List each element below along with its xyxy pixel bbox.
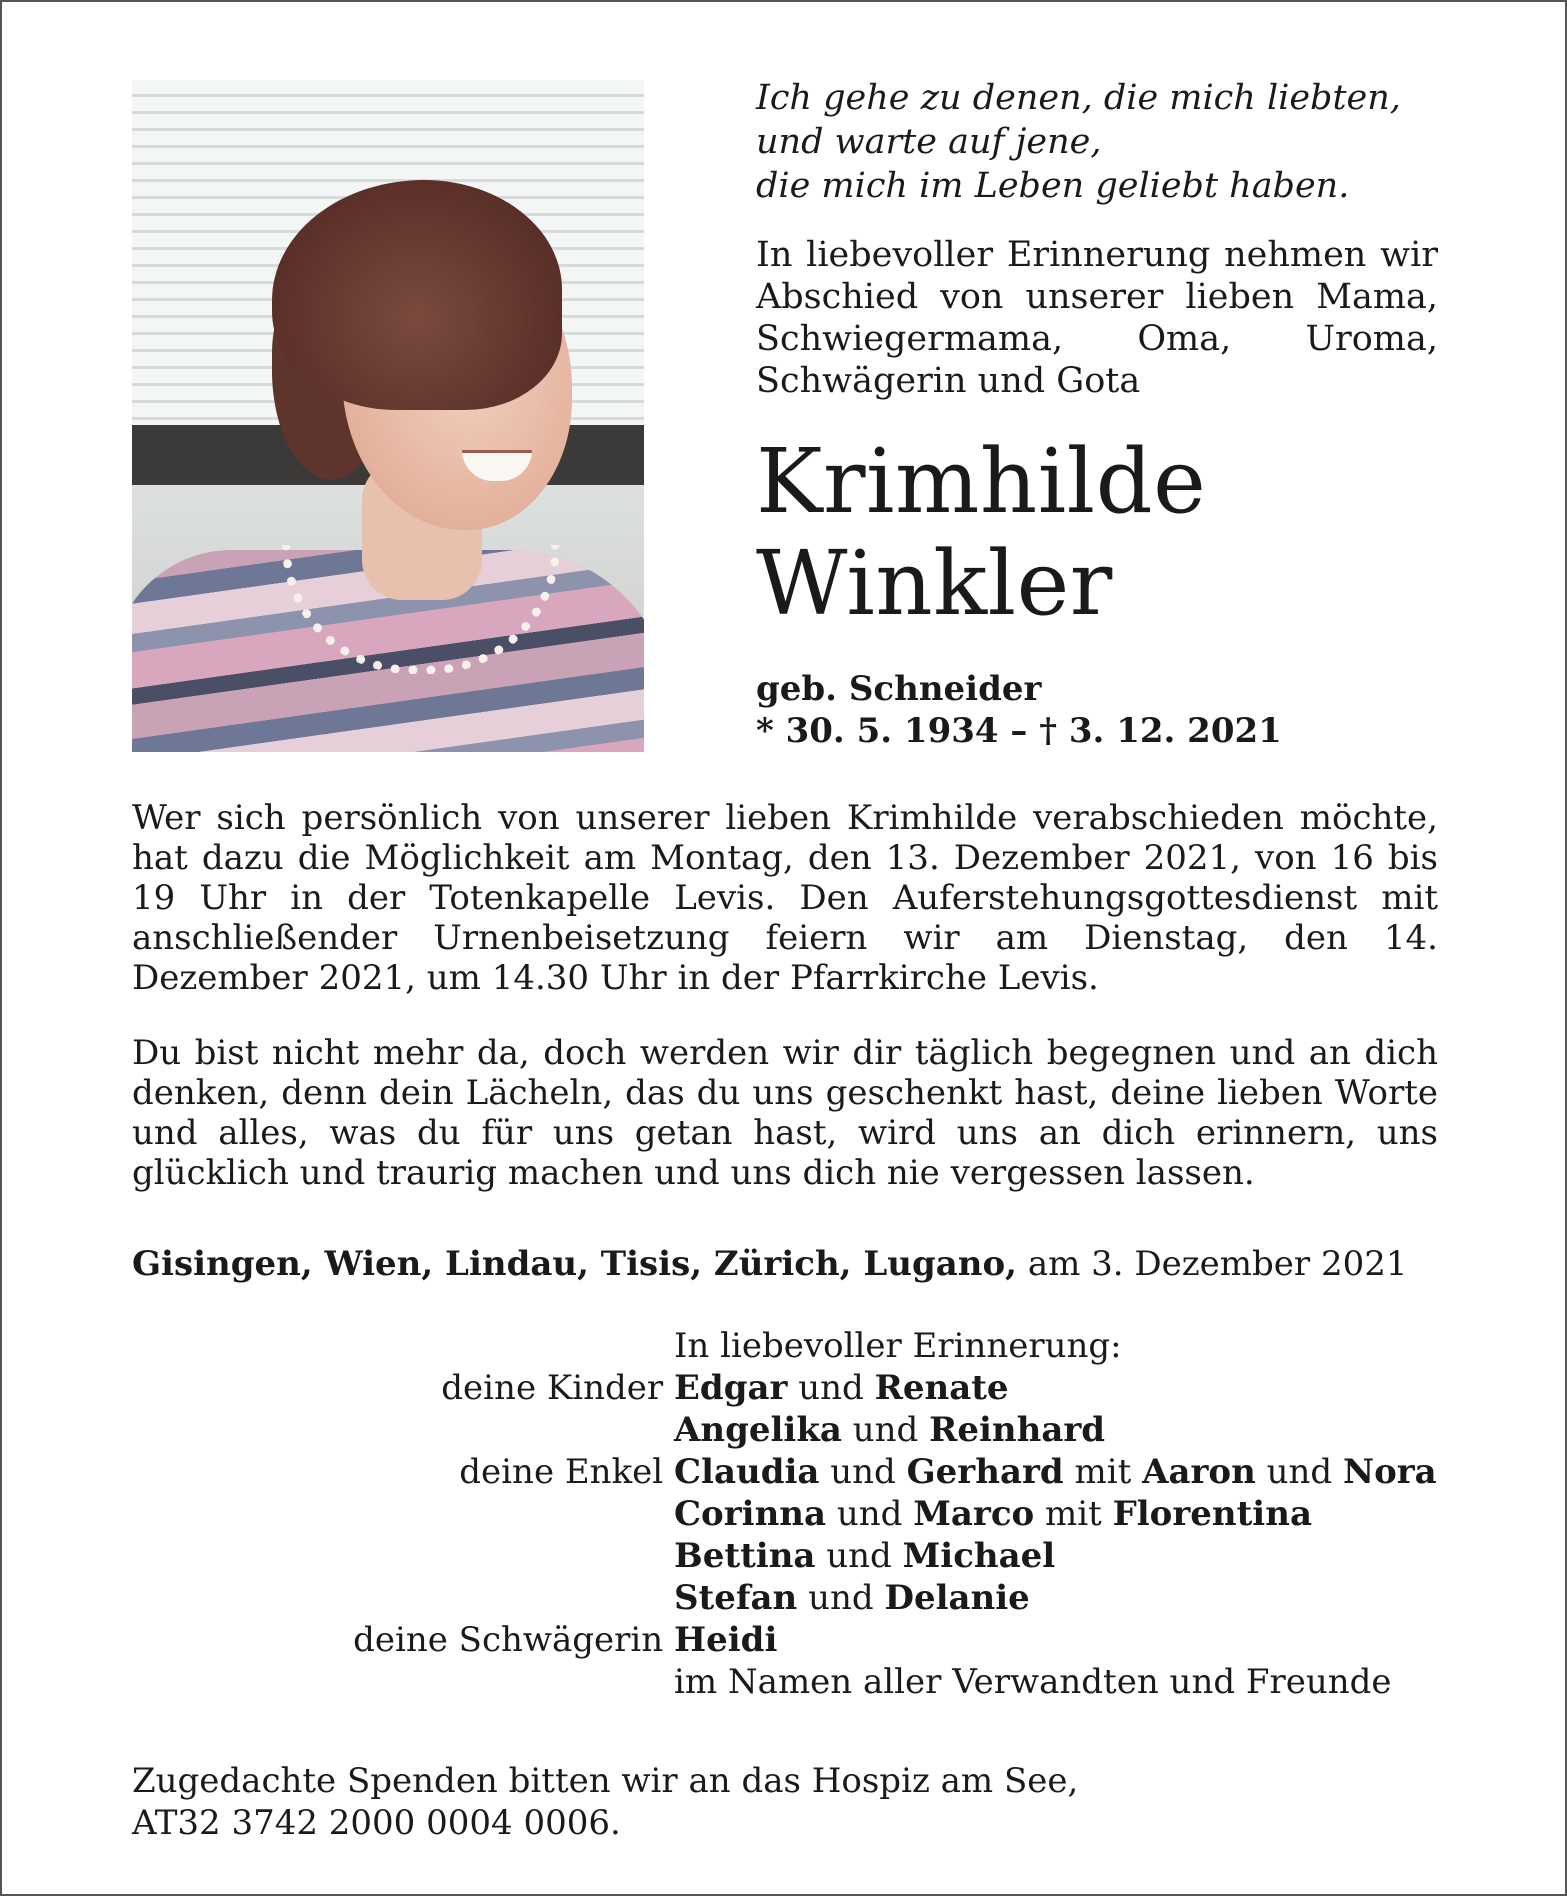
family-row (132, 1619, 1438, 1661)
places: Gisingen, Wien, Lindau, Tisis, Zürich, Lugano, (132, 1244, 1018, 1284)
connector-text: und (1255, 1452, 1343, 1492)
poem-line: die mich im Leben geliebt haben. (756, 166, 1350, 206)
portrait-photo (132, 80, 644, 752)
donation-line: Zugedachte Spenden bitten wir an das Hospiz am See, (132, 1761, 1079, 1801)
life-dates: * 30. 5. 1934 – † 3. 12. 2021 (756, 711, 1282, 751)
family-member-name: Bettina (674, 1536, 816, 1576)
connector-text: und (819, 1452, 907, 1492)
connector-text: und (841, 1410, 930, 1450)
donation-info (132, 1760, 1438, 1844)
family-member-name: Florentina (1112, 1494, 1312, 1534)
remembrance-paragraph: Du bist nicht mehr da, doch werden wir dir täglich begegnen und an dich denken, denn dein Lächeln, das du uns geschenkt hast, deine lieben Worte und alles, was du für uns getan hast, wird uns an dich erinnern, uns glücklich und traurig machen und uns dich nie vergessen lassen. (132, 1033, 1438, 1193)
donation-iban: AT32 3742 2000 0004 0006. (132, 1803, 621, 1843)
connector-text: und (797, 1578, 885, 1618)
family-member-name: Reinhard (929, 1410, 1106, 1450)
places-line (132, 1243, 1438, 1285)
family-list (132, 1325, 1438, 1703)
connector-text: und (787, 1368, 875, 1408)
family-row (132, 1451, 1438, 1493)
family-row (132, 1367, 1438, 1409)
family-relation-label (132, 1409, 674, 1451)
family-names (674, 1409, 1105, 1451)
poem (756, 76, 1456, 208)
connector-text: und (815, 1536, 903, 1576)
family-names (674, 1367, 1009, 1409)
maiden-name: geb. Schneider (756, 669, 1042, 709)
family-member-name: Gerhard (906, 1452, 1064, 1492)
family-names (674, 1577, 1030, 1619)
poem-line: Ich gehe zu denen, die mich liebten, (756, 78, 1401, 118)
family-relation-label: deine Kinder (441, 1368, 674, 1408)
intro-text: In liebevoller Erinnerung nehmen wir Abschied von unserer lieben Mama, Schwiegermama, Oma, Uroma, Schwägerin und Gota (756, 235, 1438, 401)
family-member-name: Corinna (674, 1494, 827, 1534)
place-date: am 3. Dezember 2021 (1017, 1244, 1408, 1284)
family-row (132, 1535, 1438, 1577)
family-names (674, 1535, 1055, 1577)
family-member-name: Renate (874, 1368, 1009, 1408)
family-relation-label: deine Schwägerin (353, 1620, 674, 1660)
family-member-name: Michael (902, 1536, 1056, 1576)
poem-line: und warte auf jene, (756, 122, 1102, 162)
family-names (674, 1451, 1437, 1493)
family-member-name: Angelika (674, 1410, 842, 1450)
connector-text: im Namen aller Verwandten und Freunde (674, 1662, 1392, 1702)
family-row (132, 1661, 1438, 1703)
family-row (132, 1409, 1438, 1451)
family-relation-label (132, 1577, 674, 1619)
family-relation-label (132, 1493, 674, 1535)
hair (272, 180, 562, 410)
deceased-name (756, 430, 1456, 634)
family-relation-label (132, 1535, 674, 1577)
family-member-name: Nora (1343, 1452, 1437, 1492)
family-row (132, 1493, 1438, 1535)
family-names (674, 1661, 1392, 1703)
birth-info (756, 668, 1456, 752)
family-relation-label: deine Enkel (459, 1452, 674, 1492)
last-name: Winkler (756, 531, 1113, 635)
family-heading-row (132, 1325, 1438, 1367)
connector-text: mit (1034, 1494, 1113, 1534)
first-name: Krimhilde (756, 429, 1207, 533)
family-label (132, 1325, 674, 1367)
family-rows (132, 1367, 1438, 1703)
family-row (132, 1577, 1438, 1619)
family-member-name: Delanie (884, 1578, 1030, 1618)
family-names (674, 1493, 1312, 1535)
family-member-name: Stefan (674, 1578, 798, 1618)
farewell-paragraph: Wer sich persönlich von unserer lieben Krimhilde verabschieden möchte, hat dazu die Möglichkeit am Montag, den 13. Dezember 2021, von 16 bis 19 Uhr in der Totenkapelle Levis. Den Auferstehungsgottesdienst mit anschließender Urnenbeisetzung feiern wir am Dienstag, den 14. Dezember 2021, um 14.30 Uhr in der Pfarrkirche Levis. (132, 798, 1438, 998)
family-member-name: Edgar (674, 1368, 788, 1408)
family-heading: In liebevoller Erinnerung: (674, 1326, 1122, 1366)
connector-text: mit (1063, 1452, 1143, 1492)
connector-text: und (826, 1494, 914, 1534)
family-member-name: Claudia (674, 1452, 820, 1492)
family-names (674, 1619, 777, 1661)
family-member-name: Heidi (674, 1620, 778, 1660)
family-relation-label (132, 1661, 674, 1703)
family-member-name: Aaron (1142, 1452, 1256, 1492)
family-member-name: Marco (913, 1494, 1035, 1534)
